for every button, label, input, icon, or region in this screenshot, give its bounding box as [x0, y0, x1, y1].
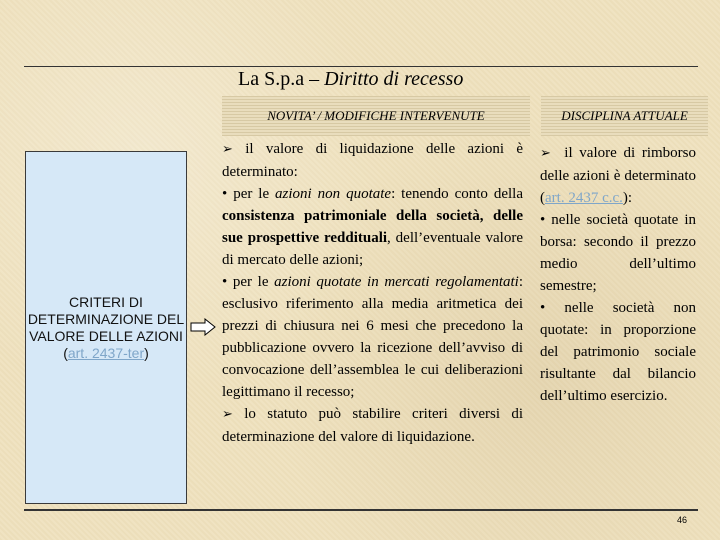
- dot-bullet-icon: •: [540, 212, 546, 228]
- changes-column: [222, 138, 523, 448]
- arrow-bullet-icon: ➢: [540, 146, 551, 161]
- changes-item-unlisted: • per le azioni non quotate: tenendo conto della consistenza patrimoniale della società, delle sue prospettive reddituali, dell’eventuale valore di mercato delle azioni;: [222, 186, 523, 268]
- header-changes: NOVITA’ / MODIFICHE INTERVENUTE: [222, 96, 530, 136]
- criteria-ref-open: (: [63, 344, 68, 361]
- current-item-unlisted: • nelle società non quotate: in proporzione del patrimonio sociale risultante dal bilancio dell’ultimo esercizio.: [540, 300, 697, 404]
- header-current-rules: DISCIPLINA ATTUALE: [541, 96, 708, 136]
- right-arrow-icon: [190, 318, 216, 341]
- article-2437-link[interactable]: art. 2437 c.c.: [545, 190, 623, 206]
- current-rules-column: [540, 142, 696, 407]
- changes-item-valuation: ➢ il valore di liquidazione delle azioni è determinato:: [222, 141, 523, 180]
- arrow-bullet-icon: ➢: [222, 407, 233, 422]
- dot-bullet-icon: •: [540, 300, 546, 316]
- bottom-rule: [24, 509, 698, 511]
- criteria-label: CRITERI DI DETERMINAZIONE DEL VALORE DELLE AZIONI: [27, 293, 185, 344]
- dot-bullet-icon: •: [222, 274, 228, 290]
- criteria-ref-close: ): [144, 344, 149, 361]
- arrow-bullet-icon: ➢: [222, 142, 233, 157]
- article-2437-ter-link[interactable]: art. 2437-ter: [67, 344, 145, 361]
- dot-bullet-icon: •: [222, 186, 228, 202]
- slide-title: [238, 66, 463, 92]
- current-item-listed: • nelle società quotate in borsa: secondo il prezzo medio dell’ultimo semestre;: [540, 212, 696, 294]
- criteria-box: [25, 151, 187, 504]
- changes-item-statute: ➢ lo statuto può stabilire criteri diversi di determinazione del valore di liquidazione.: [222, 406, 523, 445]
- changes-item-listed: • per le azioni quotate in mercati regolamentati: esclusivo riferimento alla media aritmetica dei prezzi di chiusura nei 6 mesi che precedono la pubblicazione ovvero la ricezione dell’avviso di convocazione dell’assemblea le cui deliberazioni legittimano il recesso;: [222, 274, 523, 400]
- title-subject: Diritto di recesso: [324, 68, 464, 90]
- title-prefix: La S.p.a –: [238, 68, 325, 90]
- current-item-refund: ➢ il valore di rimborso delle azioni è determinato (art. 2437 c.c.):: [540, 145, 696, 206]
- page-number: 46: [677, 515, 688, 525]
